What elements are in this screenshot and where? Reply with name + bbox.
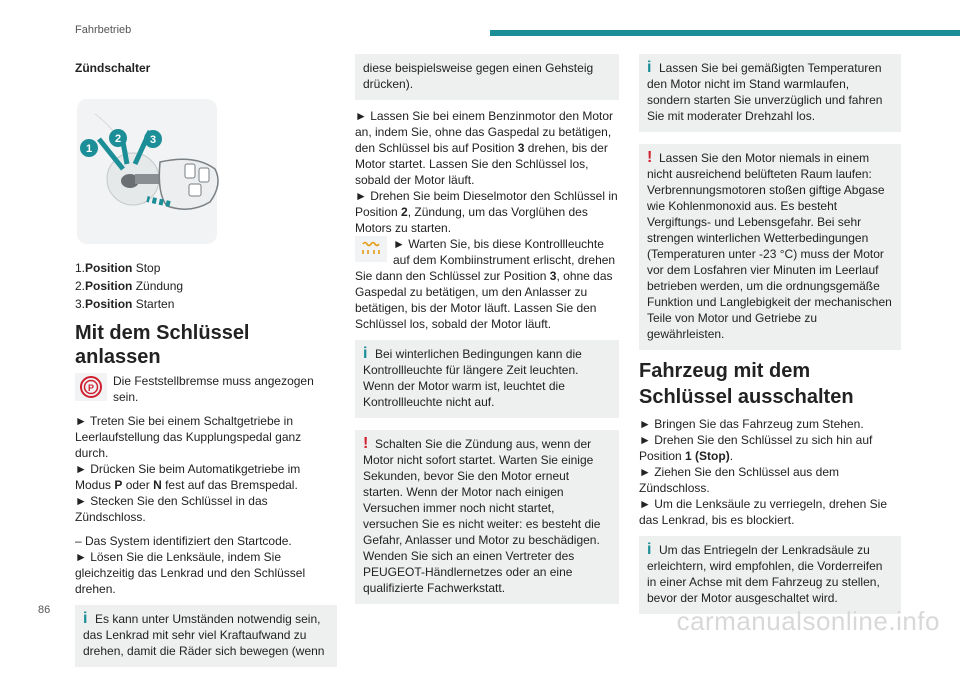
column-2 <box>355 54 619 612</box>
key-illustration-icon <box>75 84 225 249</box>
parking-brake-note: P Die Feststellbremse muss angezogen sein. <box>75 373 337 405</box>
info-icon: i <box>647 541 652 558</box>
warning-icon: ! <box>363 435 369 452</box>
step-code-identification: – Das System identifiziert den Startcode. <box>75 534 292 548</box>
parking-brake-icon <box>75 373 107 401</box>
callout-1: 1 <box>85 143 93 155</box>
info-box-warmup: i Lassen Sie bei gemäßigten Temperaturen den Motor nicht im Stand warmlaufen, sondern starten Sie unverzüglich und fahren Sie mit moderater Drehzahl los. <box>639 54 901 132</box>
warning-box-start: ! Schalten Sie die Zündung aus, wenn der Motor nicht sofort startet. Warten Sie einige Sekunden, bevor Sie den Motor erneut starten. Wenn der Motor nach einigen Versuchen immer noch nicht startet, versuchen Sie es nicht weiter: es besteht die Gefahr, Anlasser und Motor zu beschädigen. Wenden Sie sich an einen Vertreter des PEUGEOT-Händlernetzes oder an eine qualifizierte Fachwerkstatt. <box>355 430 619 604</box>
preheat-warning-icon <box>355 236 387 262</box>
step-automatic-gearbox: ► Drücken Sie beim Automatikgetriebe im Modus P oder N fest auf das Bremspedal. <box>75 462 301 492</box>
page-number: 86 <box>38 604 51 616</box>
info-icon: i <box>647 59 652 76</box>
position-item: 3.Position Starten <box>75 297 175 311</box>
heading-switch-off: Fahrzeug mit dem Schlüssel ausschalten <box>639 360 854 408</box>
preheat-step: ► Warten Sie, bis diese Kontrollleuchte auf dem Kombiinstrument erlischt, drehen Sie dann den Schlüssel zur Position 3, ohne das Gaspedal zu betätigen, um den Anlasser zu betätigen, bis der Motor läuft. Lassen Sie den Schlüssel los, sobald der Motor läuft. <box>355 237 616 331</box>
position-item: 1.Position Stop <box>75 261 161 275</box>
step-release-steering: ► Lösen Sie die Lenksäule, indem Sie gleichzeitig das Lenkrad und den Schlüssel drehen. <box>75 550 306 596</box>
step-insert-key: ► Stecken Sie den Schlüssel in das Zündschloss. <box>75 494 268 524</box>
callout-2: 2 <box>114 133 122 145</box>
warning-box-ventilation: ! Lassen Sie den Motor niemals in einem nicht ausreichend belüfteten Raum laufen: Verbrennungsmotoren stoßen giftige Abgase wie Kohlenmonoxid aus. Es besteht Vergiftungs- und Lebensgefahr. Bei sehr strengen winterlichen Wetterbedingungen (Temperaturen unter -23 °C) muss der Motor vor dem Losfahren vier Minuten im Leerlauf betrieben werden, um die ordnungsgemäße Funktion und Langlebigkeit der mechanischen Teile von Motor und Getriebe zu gewährleisten. <box>639 144 901 350</box>
section-title-ignition: Zündschalter <box>75 61 151 75</box>
running-header: Fahrbetrieb <box>75 24 132 36</box>
info-box-winter: i Bei winterlichen Bedingungen kann die Kontrollleuchte für längere Zeit leuchten. Wenn der Motor warm ist, leuchtet die Kontrollleuchte nicht auf. <box>355 340 619 418</box>
header-accent-bar <box>490 30 960 36</box>
position-item: 2.Position Zündung <box>75 279 184 293</box>
step-lock-steering: ► Um die Lenksäule zu verriegeln, drehen Sie das Lenkrad, bis es blockiert. <box>639 497 888 527</box>
callout-3: 3 <box>149 134 157 146</box>
column-1 <box>75 54 337 675</box>
step-diesel-engine: ► Drehen Sie beim Dieselmotor den Schlüssel in Position 2, Zündung, um das Vorglühen des Motors zu starten. <box>355 189 618 235</box>
step-turn-key-stop: ► Drehen Sie den Schlüssel zu sich hin auf Position 1 (Stop). <box>639 433 873 463</box>
step-stop-vehicle: ► Bringen Sie das Fahrzeug zum Stehen. <box>639 417 864 431</box>
step-manual-gearbox: ► Treten Sie bei einem Schaltgetriebe in Leerlaufstellung das Kupplungspedal ganz durch. <box>75 414 302 460</box>
svg-text:P: P <box>87 383 95 393</box>
column-3 <box>639 54 901 622</box>
watermark: carmanualsonline.info <box>676 606 940 636</box>
position-list <box>75 259 337 313</box>
info-icon: i <box>363 345 368 362</box>
info-box-continued: diese beispielsweise gegen einen Gehsteig drücken). <box>355 54 619 100</box>
step-remove-key: ► Ziehen Sie den Schlüssel aus dem Zündschloss. <box>639 465 839 495</box>
info-box-unlock-steering: i Um das Entriegeln der Lenkradsäule zu erleichtern, wird empfohlen, die Vorderreifen in einer Achse mit dem Fahrzeug zu stellen, bevor der Motor ausgeschaltet wird. <box>639 536 901 614</box>
info-box-steering: i Es kann unter Umständen notwendig sein, das Lenkrad mit sehr viel Kraftaufwand zu drehen, damit die Räder sich bewegen (wenn <box>75 605 337 667</box>
heading-start-with-key: Mit dem Schlüssel anlassen <box>75 322 250 368</box>
info-icon: i <box>83 610 88 627</box>
warning-icon: ! <box>647 149 653 166</box>
step-petrol-engine: ► Lassen Sie bei einem Benzinmotor den Motor an, indem Sie, ohne das Gaspedal zu betätigen, den Schlüssel bis auf Position 3 drehen, bis der Motor startet. Lassen Sie den Schlüssel los, sobald der Motor läuft. <box>355 109 614 187</box>
ignition-key-illustration <box>75 84 225 249</box>
